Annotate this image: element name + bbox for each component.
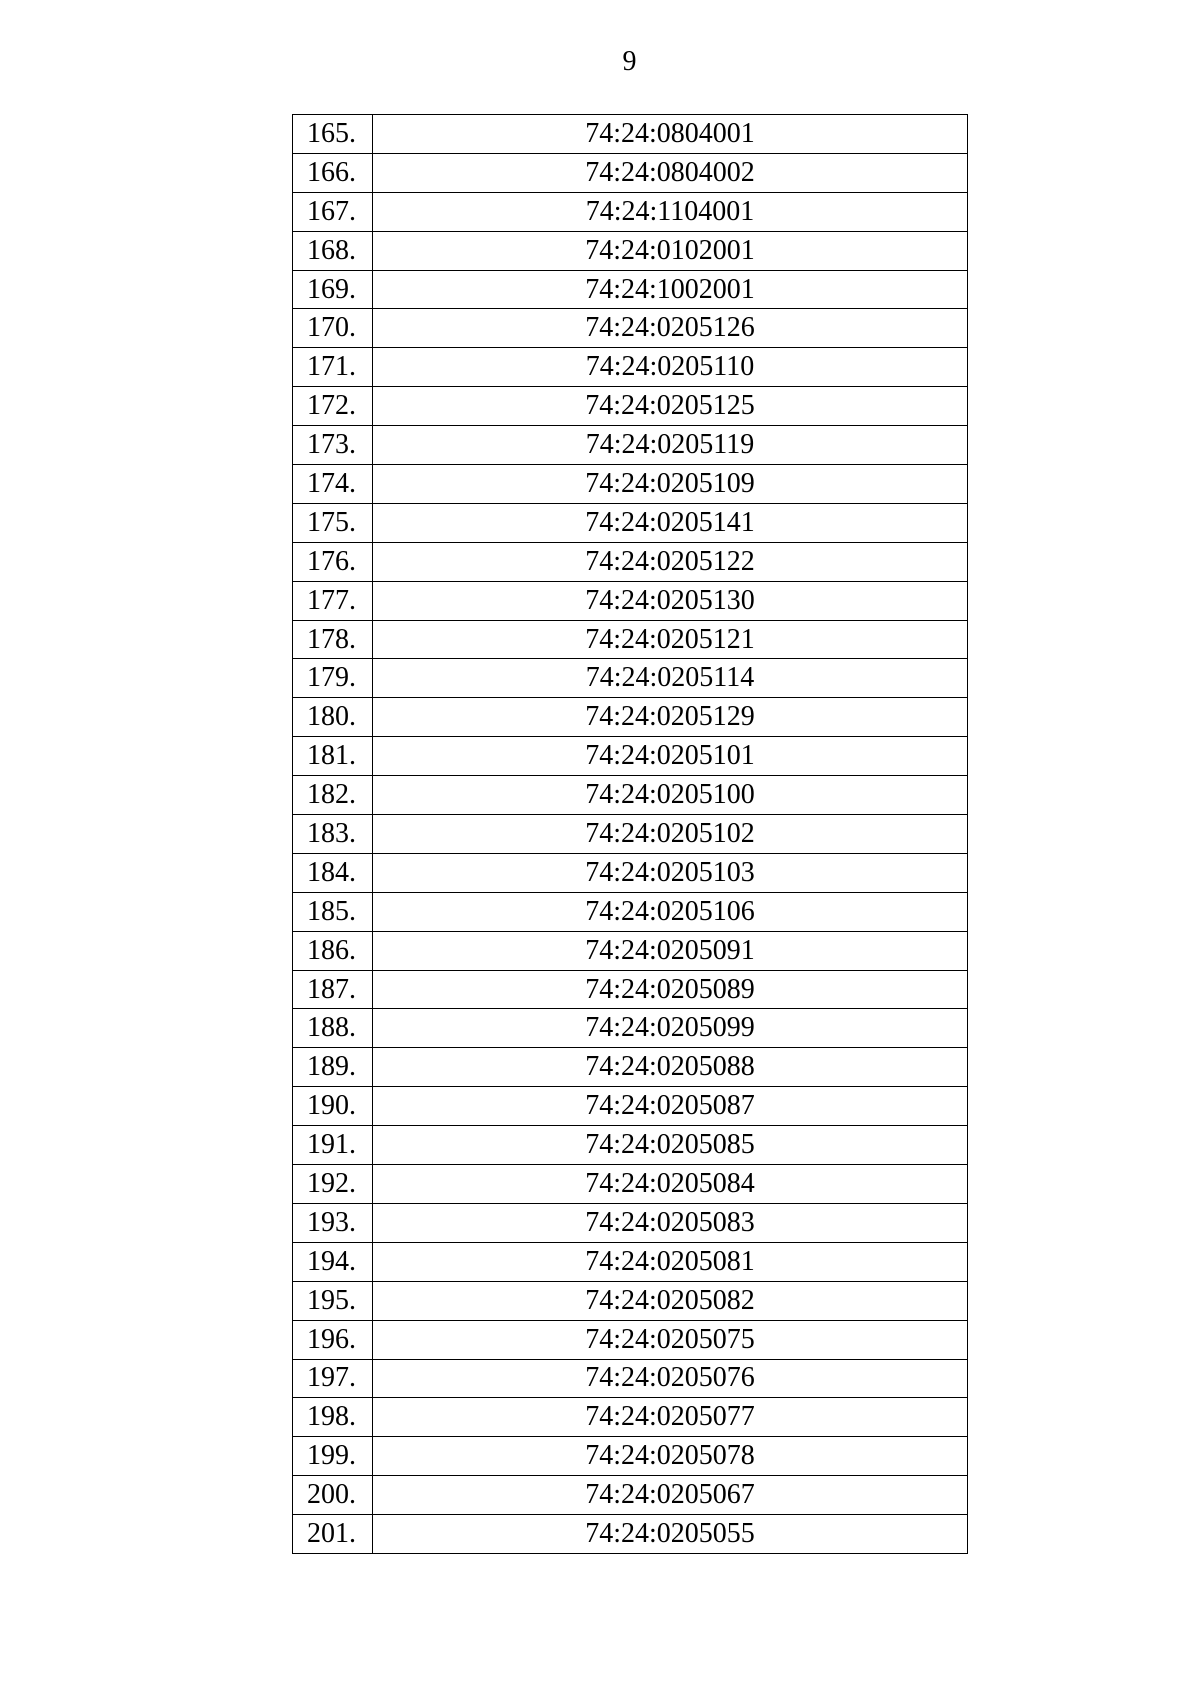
table-row (293, 620, 968, 659)
table-row (293, 1126, 968, 1165)
table-row (293, 1281, 968, 1320)
table-row (293, 853, 968, 892)
cadastral-number-cell: 74:24:0205141 (373, 503, 968, 542)
cadastral-number-cell: 74:24:0804001 (373, 115, 968, 154)
cadastral-number-cell: 74:24:0205087 (373, 1087, 968, 1126)
row-number-cell: 194. (293, 1242, 373, 1281)
row-number-cell: 193. (293, 1203, 373, 1242)
cadastral-number-cell: 74:24:0205102 (373, 815, 968, 854)
row-number-cell: 199. (293, 1437, 373, 1476)
table-row (293, 270, 968, 309)
table-row (293, 1165, 968, 1204)
table-row (293, 387, 968, 426)
table-row (293, 1242, 968, 1281)
cadastral-number-cell: 74:24:0205091 (373, 931, 968, 970)
cadastral-number-cell: 74:24:0205103 (373, 853, 968, 892)
cadastral-number-cell: 74:24:0205126 (373, 309, 968, 348)
row-number-cell: 166. (293, 153, 373, 192)
table-row (293, 115, 968, 154)
row-number-cell: 173. (293, 426, 373, 465)
row-number-cell: 187. (293, 970, 373, 1009)
table-row (293, 542, 968, 581)
cadastral-number-cell: 74:24:0205101 (373, 737, 968, 776)
cadastral-number-cell: 74:24:0205055 (373, 1515, 968, 1554)
cadastral-number-cell: 74:24:0205110 (373, 348, 968, 387)
row-number-cell: 169. (293, 270, 373, 309)
cadastral-number-cell: 74:24:0205119 (373, 426, 968, 465)
cadastral-number-cell: 74:24:0205067 (373, 1476, 968, 1515)
table-row (293, 1515, 968, 1554)
table-row (293, 1398, 968, 1437)
table-row (293, 737, 968, 776)
cadastral-number-cell: 74:24:0205077 (373, 1398, 968, 1437)
row-number-cell: 186. (293, 931, 373, 970)
row-number-cell: 191. (293, 1126, 373, 1165)
row-number-cell: 188. (293, 1009, 373, 1048)
cadastral-number-cell: 74:24:0205076 (373, 1359, 968, 1398)
table-row (293, 581, 968, 620)
cadastral-number-cell: 74:24:0205114 (373, 659, 968, 698)
row-number-cell: 195. (293, 1281, 373, 1320)
table-row (293, 892, 968, 931)
row-number-cell: 192. (293, 1165, 373, 1204)
cadastral-number-cell: 74:24:0205129 (373, 698, 968, 737)
row-number-cell: 197. (293, 1359, 373, 1398)
cadastral-number-cell: 74:24:0205084 (373, 1165, 968, 1204)
table-row (293, 231, 968, 270)
table-row (293, 1437, 968, 1476)
row-number-cell: 200. (293, 1476, 373, 1515)
cadastral-number-cell: 74:24:1002001 (373, 270, 968, 309)
cadastral-number-cell: 74:24:0205121 (373, 620, 968, 659)
row-number-cell: 184. (293, 853, 373, 892)
table-row (293, 698, 968, 737)
table-row (293, 426, 968, 465)
cadastral-number-cell: 74:24:0205099 (373, 1009, 968, 1048)
table-row (293, 1476, 968, 1515)
cadastral-number-cell: 74:24:0205078 (373, 1437, 968, 1476)
cadastral-number-cell: 74:24:0205130 (373, 581, 968, 620)
cadastral-number-cell: 74:24:0205083 (373, 1203, 968, 1242)
table-body (293, 115, 968, 1554)
table-row (293, 1009, 968, 1048)
table-row (293, 153, 968, 192)
row-number-cell: 165. (293, 115, 373, 154)
table-row (293, 503, 968, 542)
table-row (293, 1087, 968, 1126)
row-number-cell: 171. (293, 348, 373, 387)
row-number-cell: 198. (293, 1398, 373, 1437)
table-row (293, 309, 968, 348)
cadastral-number-cell: 74:24:0804002 (373, 153, 968, 192)
table-row (293, 1048, 968, 1087)
cadastral-number-cell: 74:24:0205081 (373, 1242, 968, 1281)
table-row (293, 1359, 968, 1398)
cadastral-number-cell: 74:24:0205100 (373, 776, 968, 815)
cadastral-number-cell: 74:24:0205088 (373, 1048, 968, 1087)
table-row (293, 348, 968, 387)
table-row (293, 1203, 968, 1242)
table-row (293, 776, 968, 815)
cadastral-number-cell: 74:24:0205075 (373, 1320, 968, 1359)
row-number-cell: 180. (293, 698, 373, 737)
cadastral-number-cell: 74:24:0205125 (373, 387, 968, 426)
table-row (293, 659, 968, 698)
row-number-cell: 181. (293, 737, 373, 776)
row-number-cell: 172. (293, 387, 373, 426)
cadastral-number-cell: 74:24:0205122 (373, 542, 968, 581)
row-number-cell: 175. (293, 503, 373, 542)
cadastral-number-cell: 74:24:1104001 (373, 192, 968, 231)
row-number-cell: 170. (293, 309, 373, 348)
table-row (293, 465, 968, 504)
row-number-cell: 196. (293, 1320, 373, 1359)
cadastral-number-cell: 74:24:0205082 (373, 1281, 968, 1320)
row-number-cell: 185. (293, 892, 373, 931)
cadastral-number-cell: 74:24:0205106 (373, 892, 968, 931)
row-number-cell: 179. (293, 659, 373, 698)
row-number-cell: 177. (293, 581, 373, 620)
row-number-cell: 189. (293, 1048, 373, 1087)
row-number-cell: 182. (293, 776, 373, 815)
cadastral-number-cell: 74:24:0205085 (373, 1126, 968, 1165)
row-number-cell: 176. (293, 542, 373, 581)
row-number-cell: 183. (293, 815, 373, 854)
cadastral-number-cell: 74:24:0205109 (373, 465, 968, 504)
row-number-cell: 168. (293, 231, 373, 270)
page-number: 9 (622, 46, 637, 77)
table-row (293, 931, 968, 970)
cadastral-number-cell: 74:24:0102001 (373, 231, 968, 270)
cadastral-number-cell: 74:24:0205089 (373, 970, 968, 1009)
table-row (293, 1320, 968, 1359)
table-row (293, 815, 968, 854)
table-row (293, 192, 968, 231)
row-number-cell: 167. (293, 192, 373, 231)
table-row (293, 970, 968, 1009)
row-number-cell: 174. (293, 465, 373, 504)
cadastral-table (292, 114, 968, 1554)
row-number-cell: 201. (293, 1515, 373, 1554)
row-number-cell: 178. (293, 620, 373, 659)
row-number-cell: 190. (293, 1087, 373, 1126)
